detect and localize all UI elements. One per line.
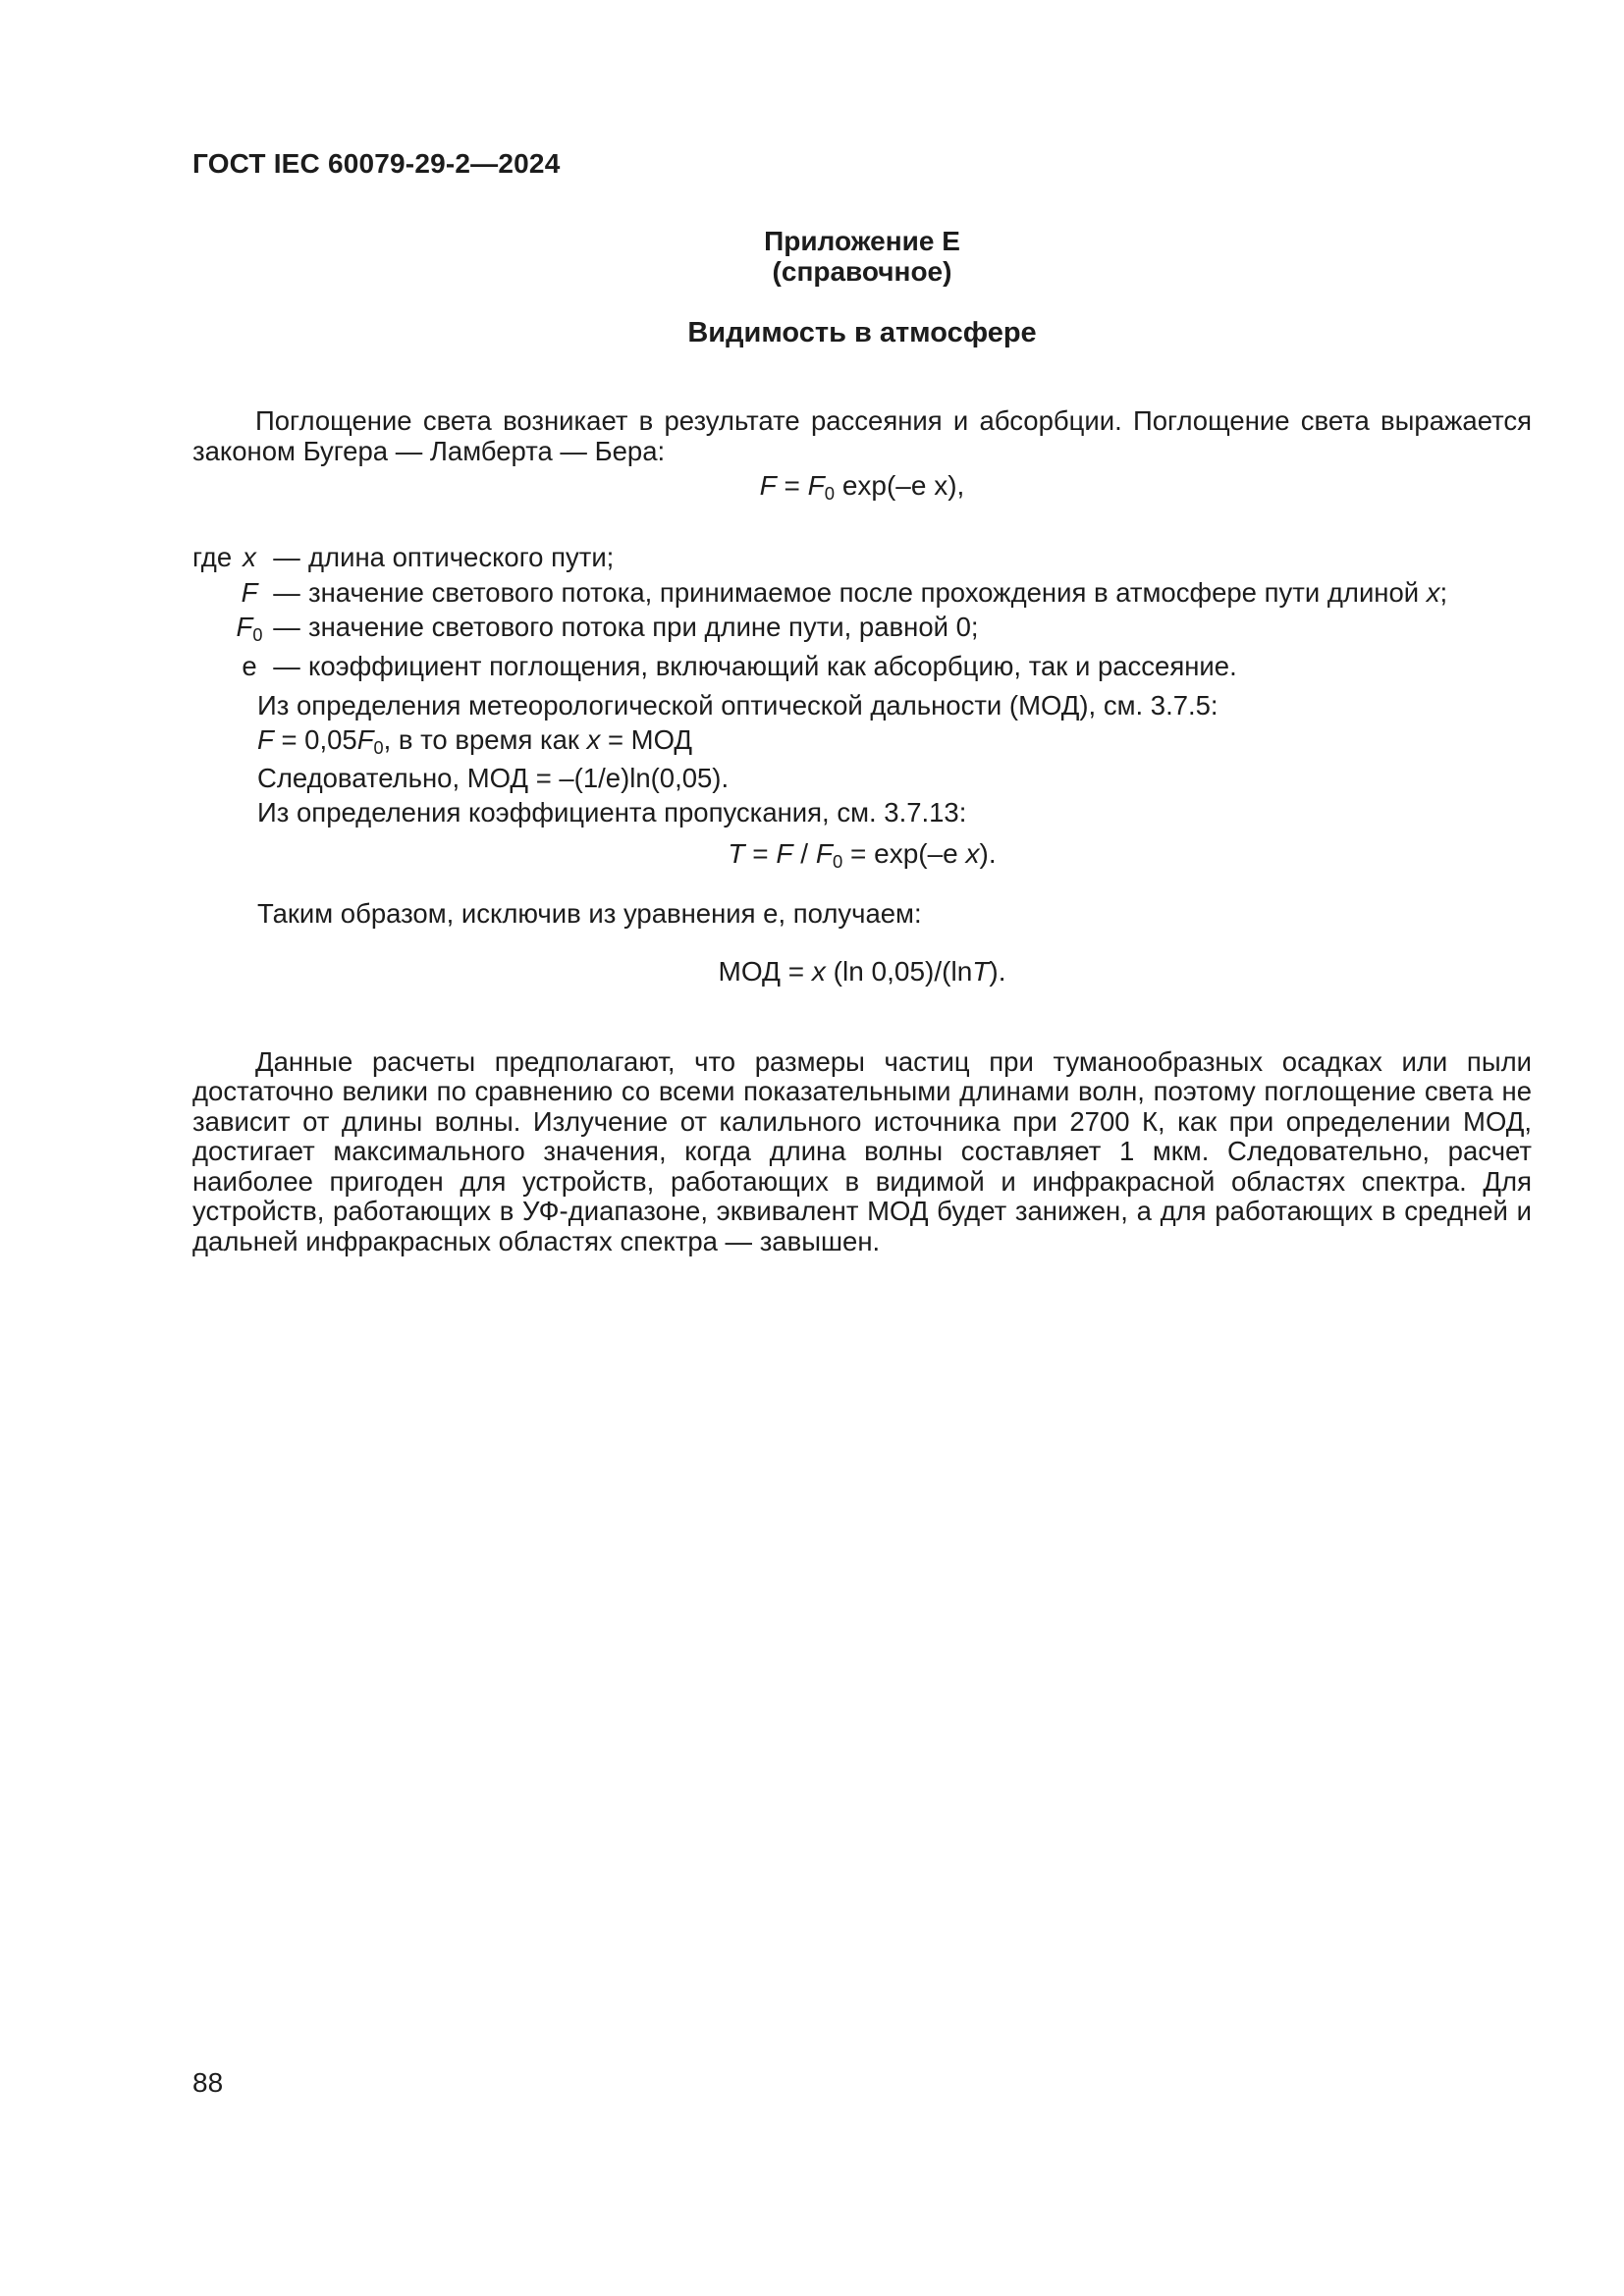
appendix-label: Приложение Е [764, 226, 960, 256]
derivation-line: F = 0,05F0, в то время как x = МОД [257, 724, 693, 759]
appendix-heading [192, 226, 1532, 287]
standard-designation: ГОСТ IEC 60079-29-2—2024 [192, 148, 561, 179]
where-item [192, 540, 1532, 575]
where-item [192, 649, 1532, 684]
where-definition: коэффициент поглощения, включающий как абсорбцию, так и рассеяние. [308, 650, 1237, 681]
appendix-kind: (справочное) [772, 256, 952, 287]
where-dash: — [273, 542, 300, 572]
derivation-block [257, 688, 1532, 829]
where-item [192, 610, 1532, 649]
where-item [192, 575, 1532, 611]
where-definition: значение светового потока при длине пути, равной 0; [308, 612, 979, 642]
thus-paragraph: Таким образом, исключив из уравнения е, получаем: [257, 898, 922, 929]
formula-mod: МОД = x (ln 0,05)/(lnT). [718, 956, 1006, 987]
formula-bouguer: F = F0 exp(–e x), [759, 470, 965, 505]
formula-transmittance: T = F / F0 = exp(–e x). [728, 838, 997, 873]
derivation-line: Из определения коэффициента пропускания, см. 3.7.13: [257, 797, 967, 828]
page-number: 88 [192, 2067, 224, 2098]
derivation-line: Из определения метеорологической оптической дальности (МОД), см. 3.7.5: [257, 690, 1218, 721]
derivation-line: Следовательно, МОД = –(1/e)ln(0,05). [257, 763, 730, 793]
where-definition: значение светового потока, принимаемое после прохождения в атмосфере пути длиной x; [308, 576, 1448, 608]
where-dash: — [273, 650, 300, 681]
where-definition: длина оптического пути; [308, 542, 615, 572]
where-dash: — [273, 612, 300, 642]
where-prefix: где [192, 542, 233, 572]
intro-paragraph: Поглощение света возникает в результате рассеяния и абсорбции. Поглощение света выражается законом Бугера — Ламберта — Бера: [192, 404, 1532, 466]
where-symbol: x [243, 542, 256, 572]
closing-paragraph: Данные расчеты предполагают, что размеры частиц при туманообразных осадках или пыли достаточно велики по сравнению со всеми показательными длинами волн, поэтому поглощение света не зависит от длины волны. Излучение от калильного источника при 2700 К, как при определении МОД, достигает максимального значения, когда длина волны составляет 1 мкм. Следовательно, расчет наиболее пригоден для устройств, работающих в видимой и инфракрасной областях спектра. Для устройств, работающих в УФ-диапазоне, эквивалент МОД будет занижен, а для работающих в средней и дальней инфракрасных областях спектра — завышен. [192, 1045, 1532, 1256]
where-list [192, 540, 1532, 683]
where-symbol: F [241, 576, 258, 608]
where-symbol: F0 [236, 612, 263, 646]
section-title: Видимость в атмосфере [687, 317, 1037, 348]
where-dash: — [273, 576, 300, 608]
where-symbol: е [242, 650, 257, 681]
